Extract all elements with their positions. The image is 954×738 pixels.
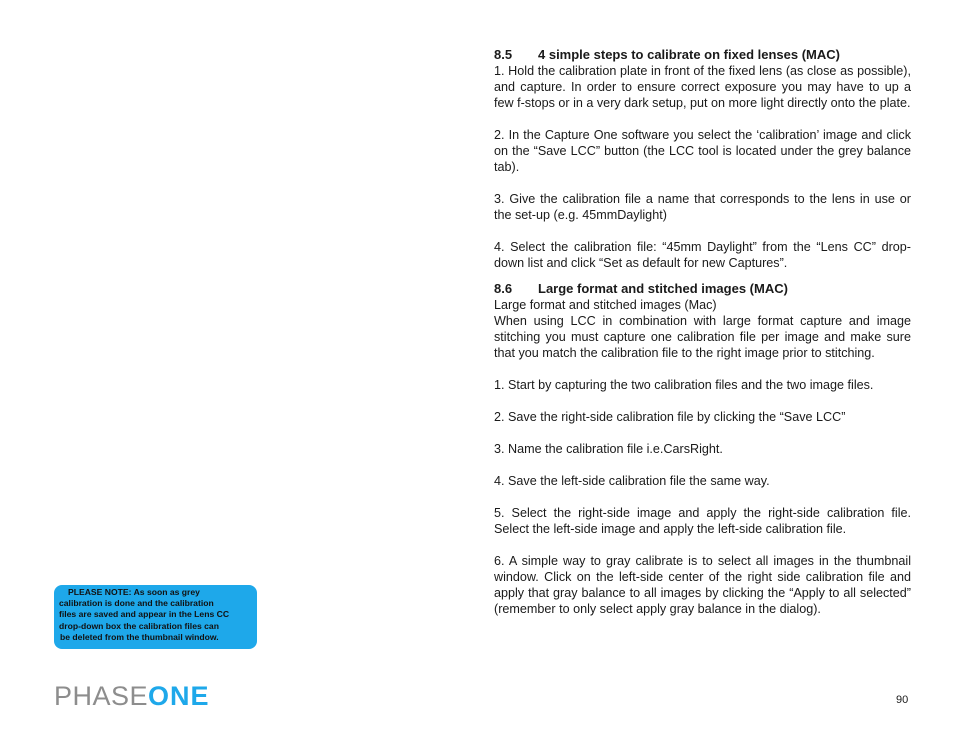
logo-part-one: ONE: [148, 680, 210, 711]
section-number: 8.6: [494, 281, 513, 296]
phase-one-logo: [54, 680, 210, 712]
paragraph: 2. In the Capture One software you select the ‘calibration’ image and click on the “Save LCC” button (the LCC tool is located under the grey balance tab).: [494, 128, 911, 174]
paragraph: 6. A simple way to gray calibrate is to select all images in the thumbnail window. Click on the left-side center of the right side calibration file and apply that gray balance to all images by clicking the “Apply to all selected” (remember to only select apply gray balance in the dialog).: [494, 554, 911, 616]
section-subtitle: Large format and stitched images (Mac): [494, 298, 717, 312]
paragraph: 2. Save the right-side calibration file by clicking the “Save LCC”: [494, 410, 846, 424]
page-number: 90: [896, 694, 909, 706]
note-line: calibration is done and the calibration: [59, 598, 214, 609]
section-title: 4 simple steps to calibrate on fixed lenses (MAC): [538, 47, 840, 62]
logo-part-phase: PHASE: [54, 680, 149, 711]
paragraph: 4. Save the left-side calibration file the same way.: [494, 474, 770, 488]
section-title: Large format and stitched images (MAC): [538, 281, 788, 296]
section-heading-8-5: [494, 47, 911, 63]
section-heading-8-6: [494, 281, 911, 297]
note-line: files are saved and appear in the Lens CC: [59, 609, 230, 620]
paragraph: 1. Hold the calibration plate in front of the fixed lens (as close as possible), and capture. In order to ensure correct exposure you may have to up a few f-stops or in a very dark setup, put on more light directly onto the plate.: [494, 64, 911, 110]
paragraph: 5. Select the right-side image and apply the right-side calibration file. Select the left-side image and apply the left-side calibration file.: [494, 506, 911, 536]
section-number: 8.5: [494, 47, 513, 62]
note-line: PLEASE NOTE: As soon as grey: [68, 587, 200, 597]
paragraph: 3. Name the calibration file i.e.CarsRight.: [494, 442, 723, 456]
paragraph: 3. Give the calibration file a name that corresponds to the lens in use or the set-up (e.g. 45mmDaylight): [494, 192, 911, 222]
paragraph: 1. Start by capturing the two calibration files and the two image files.: [494, 378, 874, 392]
note-line: be deleted from the thumbnail window.: [60, 631, 219, 642]
paragraph: When using LCC in combination with large format capture and image stitching you must capture one calibration file per image and make sure that you match the calibration file to the right image prior to stitching.: [494, 314, 911, 360]
text-column: [494, 47, 911, 633]
paragraph: 4. Select the calibration file: “45mm Daylight” from the “Lens CC” drop-down list and click “Set as default for new Captures”.: [494, 240, 911, 270]
please-note-callout: [54, 585, 257, 649]
note-line: drop-down box the calibration files can: [59, 620, 219, 631]
